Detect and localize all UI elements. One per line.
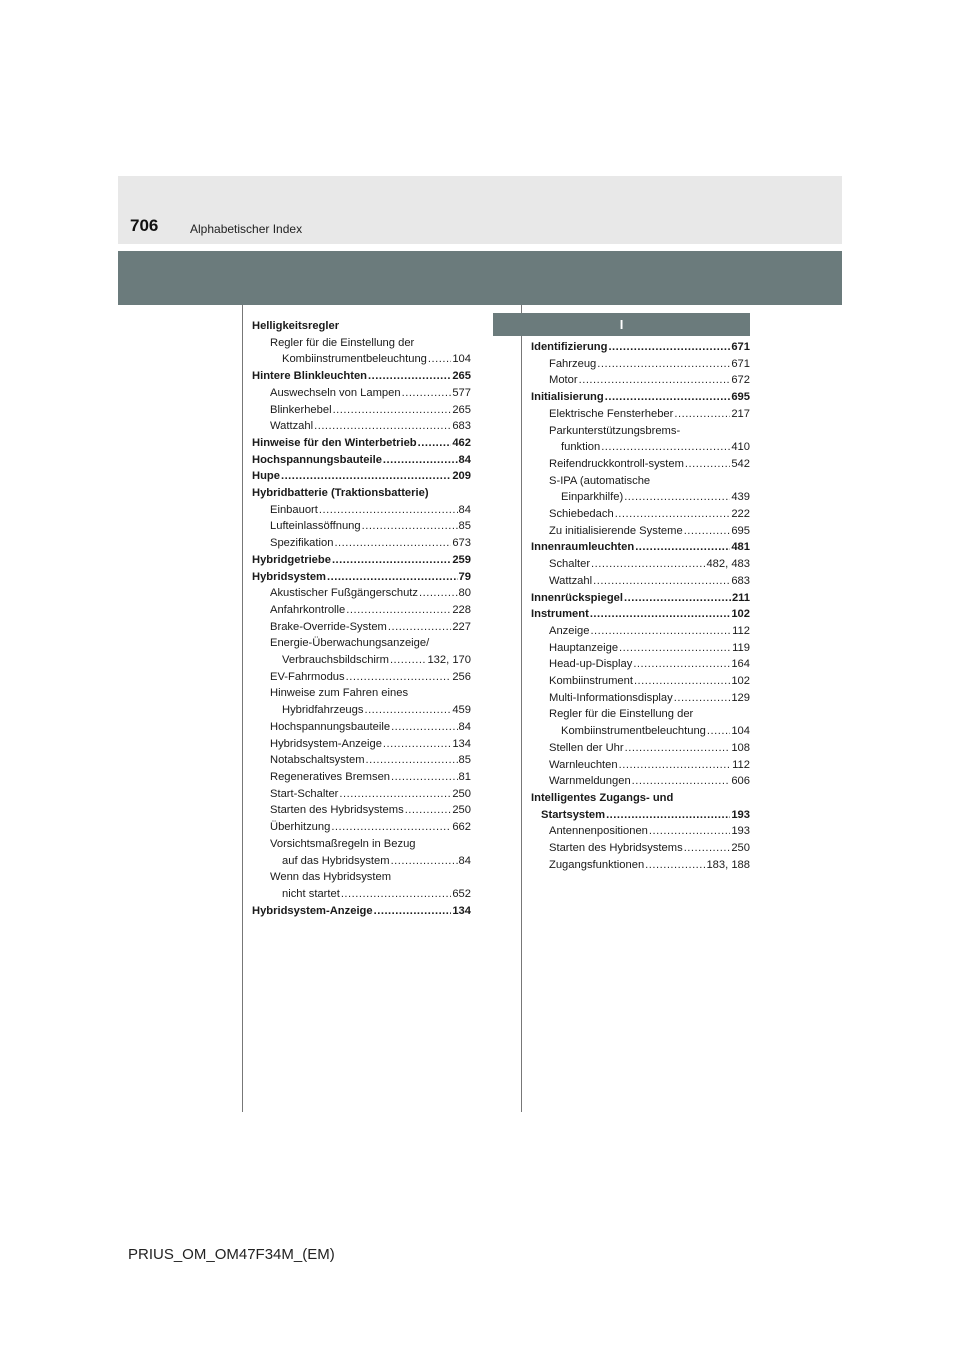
page-reference: 222: [731, 508, 750, 521]
page-reference: 439: [731, 491, 750, 504]
index-sub-entry: [531, 757, 750, 774]
entry-term: Hinweise für den Winterbetrieb: [252, 436, 417, 449]
page-reference: 672: [731, 374, 750, 387]
page-reference: 84: [458, 854, 471, 867]
leader-dots: [364, 702, 451, 719]
entry-term: Hybridsystem-Anzeige: [270, 737, 382, 750]
page-reference: 104: [731, 725, 750, 738]
page-reference: 671: [731, 341, 750, 353]
index-sub-entry: [252, 736, 471, 753]
page-reference: 129: [731, 691, 750, 704]
index-sub-entry: [252, 702, 471, 719]
entry-term: Brake-Override-System: [270, 620, 387, 633]
entry-term: Anfahrkontrolle: [270, 603, 346, 616]
entry-term: Warnmeldungen: [549, 775, 631, 788]
leader-dots: [333, 402, 452, 419]
entry-term: Stellen der Uhr: [549, 741, 624, 754]
leader-dots: [619, 640, 731, 657]
leader-dots: [419, 585, 458, 602]
page-reference: 250: [452, 787, 471, 800]
leader-dots: [332, 552, 451, 569]
entry-term: Anzeige: [549, 624, 590, 637]
leader-dots: [597, 356, 730, 373]
leader-dots: [346, 669, 452, 686]
index-heading-line: Hybridbatterie (Traktionsbatterie): [252, 487, 429, 500]
leader-dots: [608, 339, 730, 356]
index-sub-entry: [252, 585, 471, 602]
index-letter-heading: I: [493, 313, 750, 336]
index-main-entry: [252, 903, 471, 920]
page-reference: 673: [452, 537, 471, 550]
entry-term: Antennenpositionen: [549, 825, 648, 838]
index-sub-entry: [252, 786, 471, 803]
page-reference: 104: [452, 353, 471, 366]
entry-term: Akustischer Fußgängerschutz: [270, 587, 418, 600]
index-sub-entry: [531, 723, 750, 740]
entry-term: auf das Hybridsystem: [282, 854, 390, 867]
page-reference: 683: [731, 574, 750, 587]
page-number: 706: [130, 216, 159, 235]
index-heading-line: Energie-Überwachungsanzeige/: [270, 637, 430, 650]
section-title: Alphabetischer Index: [190, 222, 303, 236]
header-bar: [118, 251, 842, 305]
index-heading-line: Regler für die Einstellung der: [549, 708, 694, 721]
page-reference: 256: [452, 670, 471, 683]
leader-dots: [684, 523, 731, 540]
index-sub-entry: [252, 502, 471, 519]
entry-term: Lufteinlassöffnung: [270, 520, 361, 533]
page-reference: 79: [458, 570, 471, 583]
index-main-entry: [252, 368, 471, 385]
leader-dots: [579, 372, 731, 389]
entry-term: Hochspannungsbauteile: [270, 720, 391, 733]
index-sub-entry: [531, 556, 750, 573]
leader-dots: [327, 569, 458, 586]
leader-dots: [339, 786, 451, 803]
entry-term: Spezifikation: [270, 537, 334, 550]
entry-term: Warnleuchten: [549, 758, 618, 771]
entry-term: Zugangsfunktionen: [549, 858, 645, 871]
entry-term: Hintere Blinkleuchten: [252, 370, 368, 383]
page-reference: 102: [731, 608, 750, 621]
index-sub-entry: [531, 439, 750, 456]
leader-dots: [405, 802, 452, 819]
index-sub-entry: [252, 385, 471, 402]
index-main-entry: [531, 339, 750, 356]
page-reference: 81: [458, 770, 471, 783]
entry-term: Verbrauchsbildschirm: [282, 654, 389, 667]
page-reference: 695: [731, 524, 750, 537]
entry-term: Multi-Informationsdisplay: [549, 691, 673, 704]
entry-term: Head-up-Display: [549, 658, 633, 671]
entry-term: Elektrische Fensterheber: [549, 407, 674, 420]
index-main-entry: [252, 452, 471, 469]
leader-dots: [428, 351, 451, 368]
leader-dots: [685, 456, 730, 473]
leader-dots: [591, 556, 705, 573]
entry-term: EV-Fahrmodus: [270, 670, 345, 683]
entry-term: Wattzahl: [549, 574, 593, 587]
page-reference: 84: [458, 453, 471, 466]
page-reference: 265: [452, 403, 471, 416]
leader-dots: [391, 769, 458, 786]
index-main-entry: [531, 590, 750, 607]
leader-dots: [674, 406, 730, 423]
page-reference: 134: [452, 904, 471, 917]
leader-dots: [645, 857, 705, 874]
entry-term: Starten des Hybridsystems: [270, 804, 404, 817]
page-reference: 112: [732, 624, 750, 637]
index-sub-entry: [252, 535, 471, 552]
page-reference: 211: [731, 591, 750, 604]
index-heading-line: Hinweise zum Fahren eines: [270, 687, 409, 700]
leader-dots: [368, 368, 451, 385]
leader-dots: [619, 757, 732, 774]
page-reference: 193: [731, 825, 750, 838]
page-reference: 84: [458, 503, 471, 516]
leader-dots: [707, 723, 730, 740]
index-sub-entry: [252, 652, 471, 669]
entry-term: Einbauort: [270, 503, 318, 516]
leader-dots: [615, 506, 731, 523]
leader-dots: [391, 719, 457, 736]
index-sub-entry: [252, 602, 471, 619]
entry-term: Hybridfahrzeugs: [282, 704, 364, 717]
leader-dots: [281, 468, 451, 485]
page-reference: 84: [458, 720, 471, 733]
index-sub-entry: [531, 656, 750, 673]
page-reference: 134: [452, 737, 471, 750]
entry-term: Wattzahl: [270, 420, 314, 433]
page-reference: 671: [731, 357, 750, 370]
leader-dots: [390, 652, 426, 669]
entry-term: Innenraumleuchten: [531, 541, 635, 554]
leader-dots: [319, 502, 458, 519]
index-sub-entry: [531, 773, 750, 790]
index-sub-entry: [531, 807, 750, 824]
entry-term: Fahrzeug: [549, 357, 597, 370]
index-sub-entry: [252, 853, 471, 870]
leader-dots: [684, 840, 731, 857]
entry-term: Identifizierung: [531, 341, 608, 353]
entry-term: Zu initialisierende Systeme: [549, 524, 683, 537]
page-reference: 652: [452, 887, 471, 900]
index-heading-line: Intelligentes Zugangs- und: [531, 791, 674, 804]
entry-term: Hybridgetriebe: [252, 553, 331, 566]
index-sub-entry: [531, 406, 750, 423]
index-sub-entry: [252, 518, 471, 535]
page-reference: 85: [458, 520, 471, 533]
leader-dots: [593, 573, 730, 590]
entry-term: Schalter: [549, 558, 591, 571]
index-heading-line: Parkunterstützungsbrems-: [549, 424, 681, 437]
entry-term: Motor: [549, 374, 578, 387]
index-sub-entry: [531, 690, 750, 707]
left-index-column: [252, 318, 471, 919]
right-index-column: [531, 339, 750, 874]
entry-term: nicht startet: [282, 887, 340, 900]
entry-term: Hauptanzeige: [549, 641, 619, 654]
leader-dots: [341, 886, 452, 903]
document-code: PRIUS_OM_OM47F34M_(EM): [128, 1246, 335, 1263]
entry-term: Kombiinstrumentbeleuchtung: [561, 725, 706, 738]
index-sub-entry: [531, 506, 750, 523]
index-sub-entry: [531, 356, 750, 373]
index-main-entry: [531, 389, 750, 406]
entry-term: funktion: [561, 441, 601, 454]
leader-dots: [635, 539, 730, 556]
index-sub-entry: [252, 669, 471, 686]
index-main-entry: [252, 435, 471, 452]
entry-term: Hybridsystem-Anzeige: [252, 904, 373, 917]
index-sub-entry: [252, 619, 471, 636]
index-main-entry: [252, 569, 471, 586]
index-heading-line: Regler für die Einstellung der: [270, 336, 415, 349]
entry-term: Starten des Hybridsystems: [549, 842, 683, 855]
middle-column-rule: [521, 305, 522, 1112]
index-heading-line: S-IPA (automatische: [549, 474, 651, 487]
index-sub-entry: [252, 769, 471, 786]
entry-term: Blinkerhebel: [270, 403, 332, 416]
page-reference: 606: [731, 775, 750, 788]
page-reference: 217: [731, 407, 750, 420]
leader-dots: [418, 435, 452, 452]
index-sub-entry: [252, 351, 471, 368]
page-reference: 481: [731, 541, 750, 554]
entry-term: Start-Schalter: [270, 787, 339, 800]
leader-dots: [634, 673, 730, 690]
page-reference: 259: [452, 553, 471, 566]
entry-term: Startsystem: [541, 808, 606, 821]
page-reference: 265: [452, 370, 471, 383]
index-sub-entry: [252, 819, 471, 836]
page-reference: 683: [452, 420, 471, 433]
leader-dots: [624, 590, 731, 607]
leader-dots: [391, 853, 458, 870]
entry-term: Initialisierung: [531, 391, 604, 404]
leader-dots: [383, 452, 458, 469]
index-sub-entry: [531, 623, 750, 640]
index-sub-entry: [531, 372, 750, 389]
index-sub-entry: [531, 857, 750, 874]
page-reference: 193: [731, 808, 750, 821]
page-reference: 250: [452, 804, 471, 817]
entry-term: Einparkhilfe): [561, 491, 624, 504]
leader-dots: [605, 389, 731, 406]
index-sub-entry: [531, 740, 750, 757]
page-reference: 209: [452, 470, 471, 483]
entry-term: Innenrückspiegel: [531, 591, 624, 604]
index-sub-entry: [531, 823, 750, 840]
leader-dots: [383, 736, 451, 753]
index-sub-entry: [252, 752, 471, 769]
leader-dots: [624, 489, 730, 506]
page-reference: 108: [731, 741, 750, 754]
leader-dots: [649, 823, 730, 840]
index-heading-line: Helligkeitsregler: [252, 320, 340, 332]
leader-dots: [366, 752, 458, 769]
index-sub-entry: [252, 886, 471, 903]
page-reference: 542: [731, 457, 750, 470]
index-sub-entry: [531, 573, 750, 590]
page-reference: 183, 188: [706, 858, 750, 871]
page-reference: 85: [458, 754, 471, 767]
page-reference: 102: [731, 675, 750, 688]
entry-term: Hupe: [252, 470, 280, 483]
page-reference: 462: [452, 436, 471, 449]
page-reference: 459: [452, 704, 471, 717]
index-heading-line: Wenn das Hybridsystem: [270, 871, 392, 884]
index-sub-entry: [252, 402, 471, 419]
leader-dots: [632, 773, 731, 790]
index-sub-entry: [531, 640, 750, 657]
index-sub-entry: [252, 802, 471, 819]
page-reference: 662: [452, 821, 471, 834]
leader-dots: [590, 606, 731, 623]
index-sub-entry: [531, 840, 750, 857]
entry-term: Auswechseln von Lampen: [270, 386, 401, 399]
page-reference: 577: [452, 386, 471, 399]
leader-dots: [374, 903, 452, 920]
index-sub-entry: [531, 523, 750, 540]
entry-term: Instrument: [531, 608, 589, 621]
index-main-entry: [531, 539, 750, 556]
leader-dots: [633, 656, 730, 673]
page-reference: 410: [731, 441, 750, 454]
leader-dots: [601, 439, 730, 456]
index-sub-entry: [531, 456, 750, 473]
leader-dots: [590, 623, 731, 640]
entry-term: Kombiinstrumentbeleuchtung: [282, 353, 427, 366]
entry-term: Regeneratives Bremsen: [270, 770, 391, 783]
page-reference: 227: [452, 620, 471, 633]
page-reference: 695: [731, 391, 750, 404]
page-reference: 228: [452, 603, 471, 616]
page-reference: 250: [731, 842, 750, 855]
entry-term: Reifendruckkontroll-system: [549, 457, 684, 470]
index-sub-entry: [252, 719, 471, 736]
leader-dots: [606, 807, 730, 824]
index-sub-entry: [531, 673, 750, 690]
leader-dots: [402, 385, 452, 402]
index-main-entry: [531, 606, 750, 623]
leader-dots: [362, 518, 458, 535]
entry-term: Hybridsystem: [252, 570, 326, 583]
leader-dots: [674, 690, 731, 707]
leader-dots: [331, 819, 451, 836]
leader-dots: [334, 535, 451, 552]
leader-dots: [346, 602, 451, 619]
index-sub-entry: [252, 418, 471, 435]
index-heading-line: Vorsichtsmaßregeln in Bezug: [270, 837, 416, 850]
leader-dots: [314, 418, 451, 435]
entry-term: Notabschaltsystem: [270, 754, 365, 767]
index-sub-entry: [531, 489, 750, 506]
page-reference: 482, 483: [706, 558, 750, 571]
page-reference: 112: [732, 758, 750, 771]
page-reference: 132, 170: [427, 654, 471, 667]
page-reference: 164: [731, 658, 750, 671]
page-reference: 119: [732, 641, 750, 654]
left-column-rule: [242, 305, 243, 1112]
entry-term: Überhitzung: [270, 821, 331, 834]
leader-dots: [388, 619, 451, 636]
leader-dots: [625, 740, 731, 757]
index-main-entry: [252, 468, 471, 485]
index-main-entry: [252, 552, 471, 569]
entry-term: Kombiinstrument: [549, 675, 633, 688]
entry-term: Schiebedach: [549, 508, 614, 521]
page-reference: 80: [458, 587, 471, 600]
entry-term: Hochspannungsbauteile: [252, 453, 382, 466]
